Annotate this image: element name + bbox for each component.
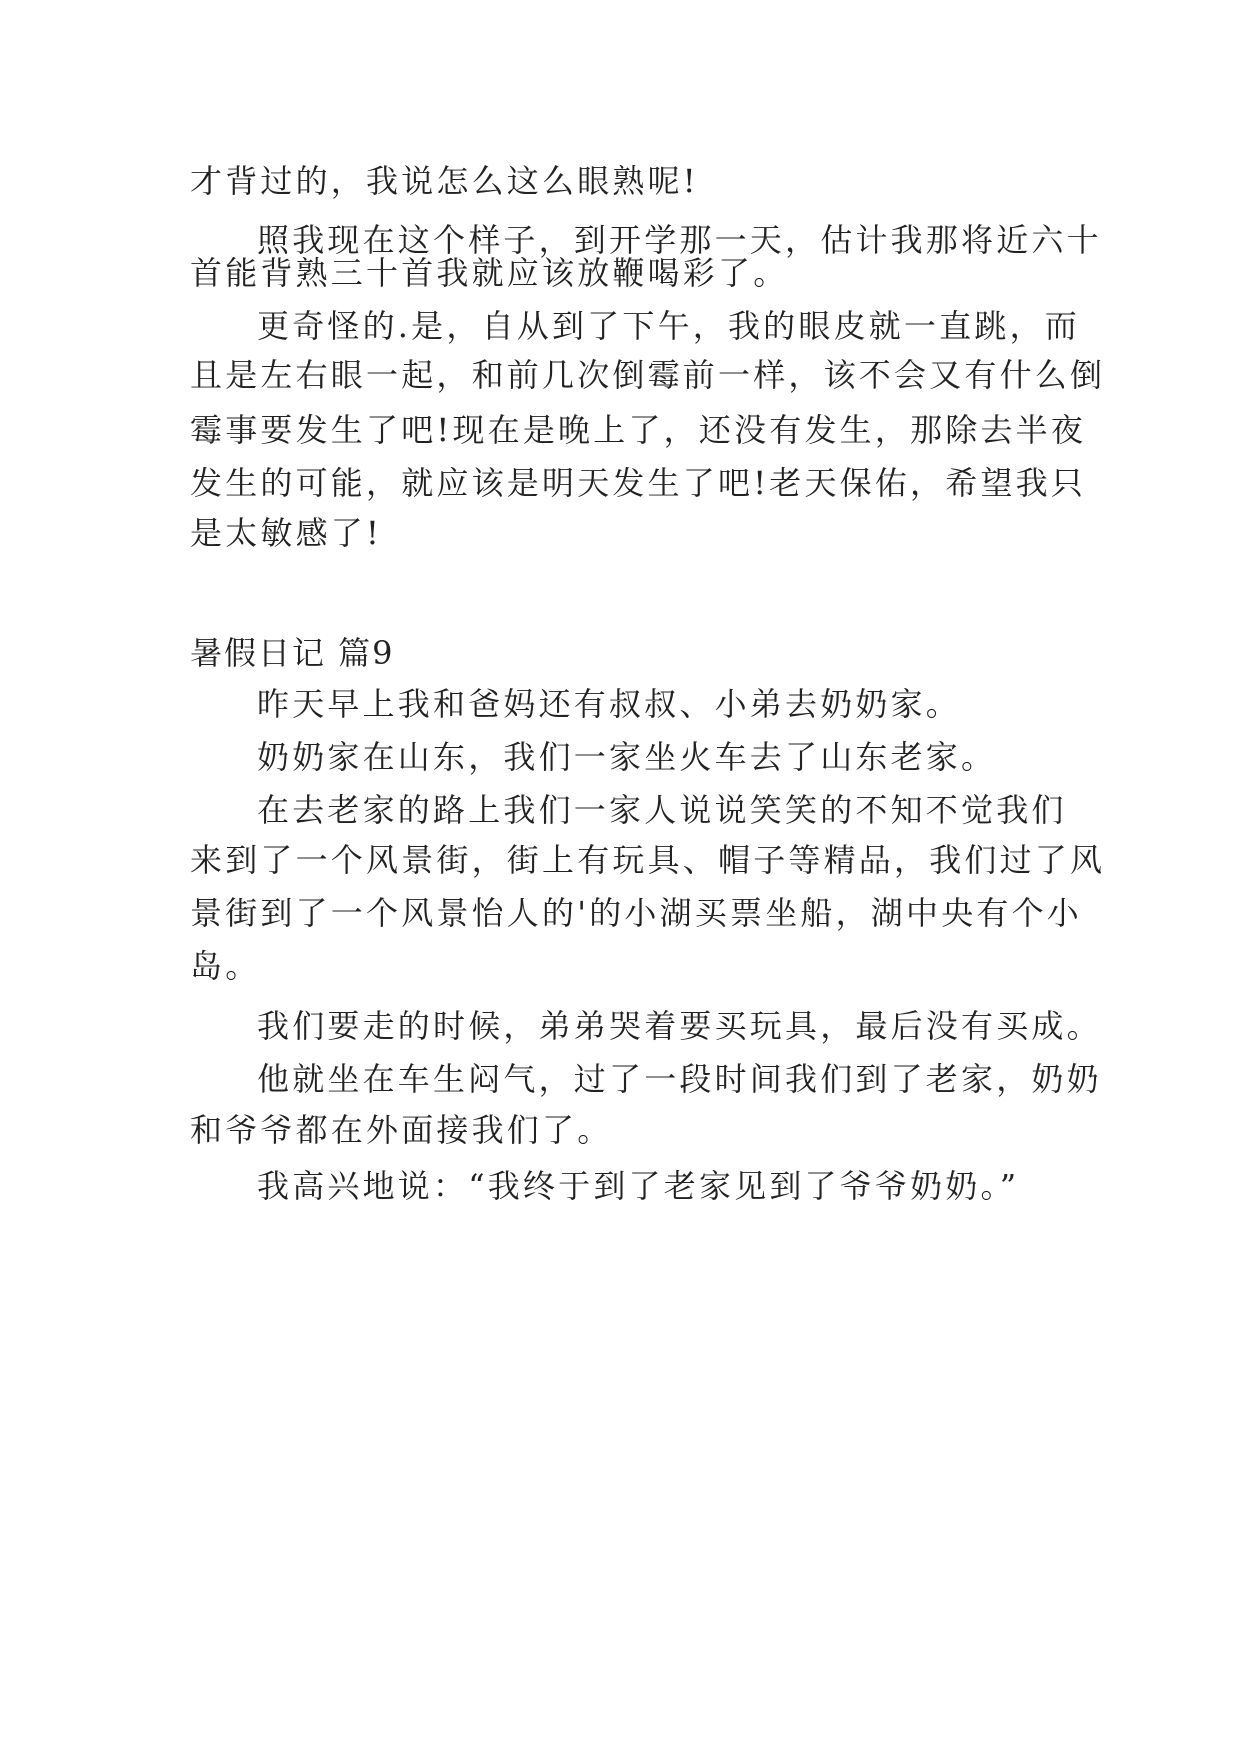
text-line: 来到了一个风景街，街上有玩具、帽子等精品，我们过了风 <box>190 841 1106 879</box>
paragraph-start-line: 昨天早上我和爸妈还有叔叔、小弟去奶奶家。 <box>257 685 962 723</box>
paragraph-start-line: 在去老家的路上我们一家人说说笑笑的不知不觉我们 <box>257 791 1067 829</box>
text-line: 和爷爷都在外面接我们了。 <box>190 1111 613 1149</box>
text-line: 景街到了一个风景怡人的'的小湖买票坐船，湖中央有个小 <box>190 894 1082 932</box>
paragraph-start-line: 奶奶家在山东，我们一家坐火车去了山东老家。 <box>257 738 997 776</box>
text-line: 首能背熟三十首我就应该放鞭喝彩了。 <box>190 254 789 292</box>
paragraph-start-line: 他就坐在车生闷气，过了一段时间我们到了老家，奶奶 <box>257 1060 1102 1098</box>
text-line: 才背过的，我说怎么这么眼熟呢! <box>190 162 699 200</box>
text-line: 发生的可能，就应该是明天发生了吧!老天保佑，希望我只 <box>190 464 1087 502</box>
text-line: 是太敏感了! <box>190 514 383 552</box>
text-line: 且是左右眼一起，和前几次倒霉前一样，该不会又有什么倒 <box>190 356 1106 394</box>
paragraph-start-line: 我高兴地说：“我终于到了老家见到了爷爷奶奶。” <box>257 1167 1020 1205</box>
paragraph-start-line: 照我现在这个样子，到开学那一天，估计我那将近六十 <box>257 221 1102 259</box>
paragraph-start-line: 我们要走的时候，弟弟哭着要买玩具，最后没有买成。 <box>257 1007 1102 1045</box>
text-line: 岛。 <box>190 947 261 985</box>
paragraph-start-line: 更奇怪的.是，自从到了下午，我的眼皮就一直跳，而 <box>257 307 1080 345</box>
section-heading: 暑假日记 篇9 <box>190 634 395 672</box>
text-line: 霉事要发生了吧!现在是晚上了，还没有发生，那除去半夜 <box>190 411 1087 449</box>
